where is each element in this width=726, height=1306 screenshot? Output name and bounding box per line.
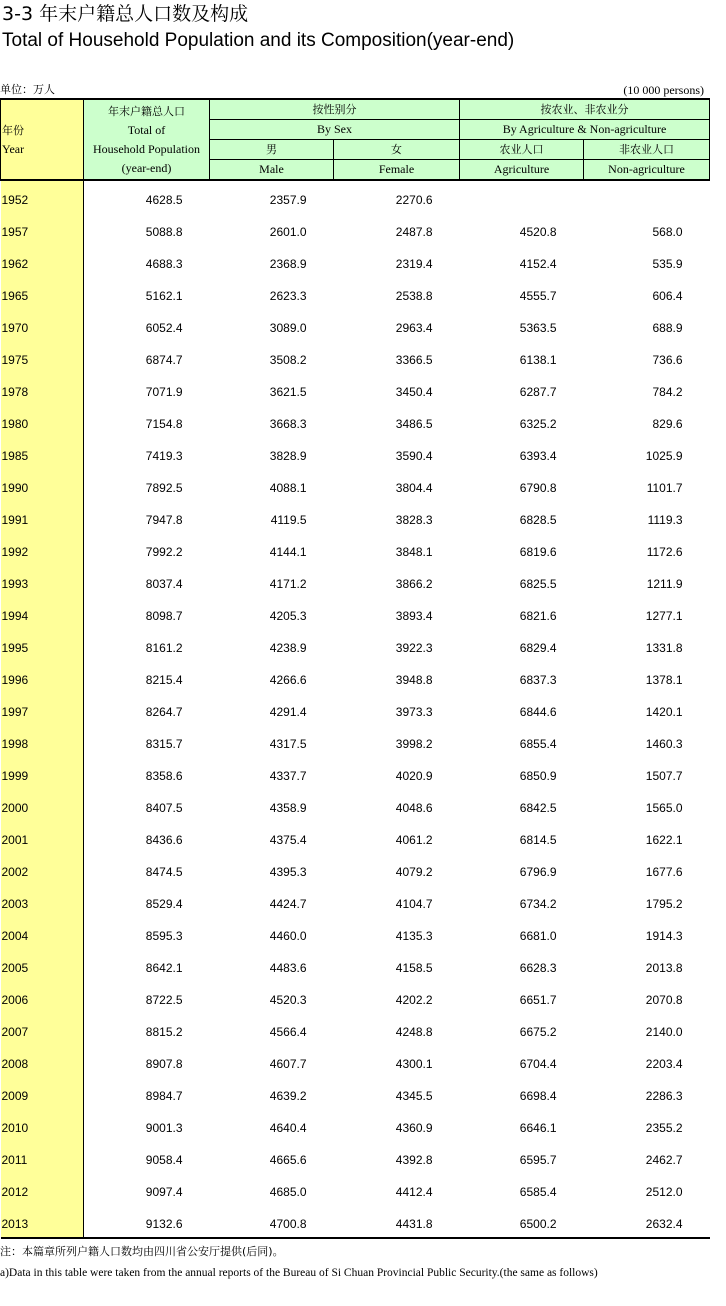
agri-cell: 6325.2 <box>519 417 557 431</box>
agri-cell: 6825.5 <box>519 577 557 591</box>
female-cell: 3486.5 <box>395 417 433 431</box>
total-cell: 9097.4 <box>145 1185 183 1199</box>
table-body <box>1 180 710 1238</box>
female-cell: 2963.4 <box>395 321 433 335</box>
total-cell: 7154.8 <box>145 417 183 431</box>
nonagri-cell: 1025.9 <box>645 449 683 463</box>
footnote-en: a)Data in this table were taken from the annual reports of the Bureau of Si Chuan Provincial Public Security.(the same as follows) <box>0 1267 598 1279</box>
female-cell: 4202.2 <box>395 993 433 1007</box>
total-cell: 8215.4 <box>145 673 183 687</box>
agri-cell: 4520.8 <box>519 225 557 239</box>
male-cell: 4358.9 <box>269 801 307 815</box>
nonagri-cell: 1211.9 <box>646 577 683 591</box>
agri-cell: 6500.2 <box>460 1205 584 1238</box>
table-row <box>1 725 710 757</box>
agri-header-cn-cell <box>460 140 584 160</box>
year-cell: 2000 <box>1 789 84 821</box>
year-cell: 1991 <box>1 501 84 533</box>
table-row <box>1 437 710 469</box>
year-cell: 2007 <box>1 1013 84 1045</box>
total-header-en1: Total of <box>127 122 166 137</box>
total-cell: 8815.2 <box>145 1025 183 1039</box>
agri-cell: 6734.2 <box>519 897 557 911</box>
female-cell: 2270.6 <box>395 193 433 207</box>
total-header-en2: Household Population <box>93 141 200 156</box>
nonagri-cell: 2203.4 <box>645 1057 683 1071</box>
male-cell: 2623.3 <box>269 289 307 303</box>
table-row <box>1 1141 710 1173</box>
male-cell: 4665.6 <box>269 1153 307 1167</box>
female-cell: 4345.5 <box>395 1089 433 1103</box>
agri-cell: 6651.7 <box>519 993 557 1007</box>
total-cell: 7992.2 <box>145 545 183 559</box>
table-row <box>1 949 710 981</box>
total-cell: 7947.8 <box>145 513 183 527</box>
female-cell: 4061.2 <box>395 833 433 847</box>
agri-cell: 6595.7 <box>519 1153 557 1167</box>
nonagri-cell: 1277.1 <box>645 609 683 623</box>
nonagri-header-cn: 非农业人口 <box>619 143 674 156</box>
total-cell: 8315.7 <box>145 737 183 751</box>
agri-cell: 6138.1 <box>519 353 557 367</box>
sex-group-header-cn: 按性别分 <box>312 103 357 116</box>
female-header-en-cell <box>334 160 460 181</box>
year-cell: 2004 <box>1 917 84 949</box>
male-cell: 4317.5 <box>269 737 307 751</box>
nonagri-cell: 2013.8 <box>645 961 683 975</box>
table-row <box>1 1173 710 1205</box>
year-header <box>1 99 84 180</box>
year-cell: 2009 <box>1 1077 84 1109</box>
year-header-cn: 年份 <box>2 123 24 137</box>
nonagri-cell: 2070.8 <box>645 993 683 1007</box>
female-cell: 4020.9 <box>395 769 433 783</box>
year-cell: 2003 <box>1 885 84 917</box>
female-header-cn-cell <box>334 140 460 160</box>
nonagri-cell: 1378.1 <box>645 673 683 687</box>
year-cell: 1997 <box>1 693 84 725</box>
male-cell: 4205.3 <box>269 609 307 623</box>
agri-cell: 6821.6 <box>519 609 557 623</box>
agri-cell: 6828.5 <box>519 513 557 527</box>
male-cell: 3508.2 <box>269 353 307 367</box>
agri-cell: 6287.7 <box>519 385 557 399</box>
table-row <box>1 533 710 565</box>
nonagri-cell: 1795.2 <box>645 897 683 911</box>
female-cell: 4300.1 <box>395 1057 433 1071</box>
agri-cell: 5363.5 <box>519 321 557 335</box>
female-cell: 4135.3 <box>395 929 433 943</box>
female-header-en: Female <box>378 162 415 176</box>
year-cell: 1996 <box>1 661 84 693</box>
total-cell: 8436.6 <box>145 833 183 847</box>
male-cell: 4171.2 <box>269 577 307 591</box>
male-cell: 4119.5 <box>270 513 307 527</box>
nonagri-cell: 606.4 <box>652 289 683 303</box>
year-cell: 2002 <box>1 853 84 885</box>
agri-cell: 6675.2 <box>519 1025 557 1039</box>
table-row <box>1 629 710 661</box>
total-cell: 7071.9 <box>145 385 183 399</box>
female-cell: 3450.4 <box>395 385 433 399</box>
total-cell: 7419.3 <box>145 449 183 463</box>
table-row <box>1 1109 710 1141</box>
total-cell: 8984.7 <box>145 1089 183 1103</box>
male-cell: 2368.9 <box>269 257 307 271</box>
female-cell: 2538.8 <box>395 289 433 303</box>
male-cell: 4238.9 <box>269 641 307 655</box>
nonagri-cell: 2632.4 <box>584 1205 710 1238</box>
total-cell: 7892.5 <box>145 481 183 495</box>
agri-cell: 6796.9 <box>519 865 557 879</box>
male-cell: 4395.3 <box>269 865 307 879</box>
year-cell: 2012 <box>1 1173 84 1205</box>
male-cell: 3668.3 <box>269 417 307 431</box>
total-cell: 8474.5 <box>145 865 183 879</box>
male-cell: 3828.9 <box>269 449 307 463</box>
agri-cell: 6842.5 <box>519 801 557 815</box>
male-cell: 4291.4 <box>269 705 307 719</box>
female-cell: 3590.4 <box>395 449 433 463</box>
page-title-cn: 3-3 年末户籍总人口数及构成 <box>2 3 249 25</box>
year-cell: 1975 <box>1 341 84 373</box>
agri-group-header-cn-cell <box>460 99 710 120</box>
nonagri-cell: 1914.3 <box>645 929 683 943</box>
male-header-cn-cell <box>210 140 334 160</box>
unit-label-en: (10 000 persons) <box>623 83 704 97</box>
nonagri-cell: 688.9 <box>652 321 683 335</box>
female-cell: 2319.4 <box>395 257 433 271</box>
total-header <box>84 99 210 180</box>
agri-cell: 6646.1 <box>519 1121 557 1135</box>
agri-cell: 6393.4 <box>519 449 557 463</box>
year-cell: 2011 <box>1 1141 84 1173</box>
nonagri-header-en-cell <box>584 160 710 181</box>
agri-cell: 6855.4 <box>519 737 557 751</box>
year-cell: 2001 <box>1 821 84 853</box>
agri-cell: 6790.8 <box>519 481 557 495</box>
total-cell: 8907.8 <box>145 1057 183 1071</box>
agri-group-header-cn: 按农业、非农业分 <box>540 103 629 116</box>
nonagri-cell: 829.6 <box>652 417 683 431</box>
year-cell: 2010 <box>1 1109 84 1141</box>
year-cell: 2006 <box>1 981 84 1013</box>
total-cell: 9132.6 <box>84 1205 210 1238</box>
table-row <box>1 341 710 373</box>
total-cell: 8529.4 <box>145 897 183 911</box>
unit-label-cn: 单位：万人 <box>0 83 55 96</box>
female-cell: 3366.5 <box>395 353 433 367</box>
year-cell: 2013 <box>1 1205 84 1238</box>
year-header-en: Year <box>2 141 25 156</box>
year-cell: 1990 <box>1 469 84 501</box>
male-cell: 2601.0 <box>269 225 307 239</box>
male-cell: 4460.0 <box>269 929 307 943</box>
total-cell: 8407.5 <box>145 801 183 815</box>
agri-cell: 6628.3 <box>519 961 557 975</box>
total-header-cn: 年末户籍总人口 <box>108 104 185 118</box>
female-cell: 4048.6 <box>395 801 433 815</box>
table-row <box>1 180 710 213</box>
nonagri-cell: 568.0 <box>652 225 683 239</box>
female-header-cn: 女 <box>391 143 402 156</box>
male-cell: 4424.7 <box>269 897 307 911</box>
nonagri-header-cn-cell <box>584 140 710 160</box>
total-cell: 4628.5 <box>145 193 183 207</box>
year-cell: 1965 <box>1 277 84 309</box>
total-cell: 8098.7 <box>145 609 183 623</box>
year-cell: 1992 <box>1 533 84 565</box>
table-row <box>1 981 710 1013</box>
table-row <box>1 373 710 405</box>
footnote-cn: 注：本篇章所列户籍人口数均由四川省公安厅提供(后同)。 <box>0 1245 284 1258</box>
nonagri-cell: 535.9 <box>652 257 683 271</box>
nonagri-cell: 736.6 <box>652 353 683 367</box>
female-cell: 3922.3 <box>395 641 433 655</box>
male-cell: 3621.5 <box>269 385 307 399</box>
male-cell: 4520.3 <box>269 993 307 1007</box>
female-cell: 4104.7 <box>395 897 433 911</box>
male-cell: 4685.0 <box>269 1185 307 1199</box>
total-cell: 8037.4 <box>145 577 183 591</box>
male-cell: 4375.4 <box>269 833 307 847</box>
total-cell: 6874.7 <box>145 353 183 367</box>
female-cell: 4079.2 <box>395 865 433 879</box>
male-cell: 4639.2 <box>269 1089 307 1103</box>
nonagri-cell: 1420.1 <box>645 705 683 719</box>
table-row <box>1 757 710 789</box>
table-row <box>1 821 710 853</box>
year-cell: 1970 <box>1 309 84 341</box>
male-header-en: Male <box>259 162 284 176</box>
table-row <box>1 885 710 917</box>
nonagri-cell: 1460.3 <box>645 737 683 751</box>
total-cell: 5162.1 <box>145 289 183 303</box>
female-cell: 3998.2 <box>395 737 433 751</box>
agri-group-header-en: By Agriculture & Non-agriculture <box>502 122 667 136</box>
female-cell: 4412.4 <box>395 1185 433 1199</box>
agri-cell: 6844.6 <box>519 705 557 719</box>
year-cell: 2008 <box>1 1045 84 1077</box>
female-cell: 3893.4 <box>395 609 433 623</box>
year-cell: 2005 <box>1 949 84 981</box>
nonagri-cell <box>584 180 710 213</box>
agri-cell: 6829.4 <box>519 641 557 655</box>
male-cell: 2357.9 <box>269 193 307 207</box>
male-cell: 4266.6 <box>269 673 307 687</box>
table-row <box>1 469 710 501</box>
agri-cell: 6698.4 <box>519 1089 557 1103</box>
female-cell: 3848.1 <box>395 545 433 559</box>
agri-cell: 6681.0 <box>519 929 557 943</box>
total-cell: 8264.7 <box>145 705 183 719</box>
agri-header-en: Agriculture <box>493 162 550 176</box>
male-cell: 4640.4 <box>269 1121 307 1135</box>
total-cell: 8722.5 <box>145 993 183 1007</box>
nonagri-cell: 1101.7 <box>646 481 683 495</box>
agri-cell: 6850.9 <box>519 769 557 783</box>
table-row <box>1 1045 710 1077</box>
nonagri-cell: 1172.6 <box>646 545 683 559</box>
female-cell: 3828.3 <box>395 513 433 527</box>
sex-group-header-en: By Sex <box>316 122 352 136</box>
agri-cell: 6814.5 <box>519 833 557 847</box>
year-cell: 1962 <box>1 245 84 277</box>
agri-header-cn: 农业人口 <box>499 143 544 156</box>
nonagri-cell: 1507.7 <box>645 769 683 783</box>
nonagri-cell: 1565.0 <box>645 801 683 815</box>
male-cell: 3089.0 <box>269 321 307 335</box>
female-cell: 4360.9 <box>395 1121 433 1135</box>
table-row <box>1 405 710 437</box>
table-row <box>1 917 710 949</box>
table-row <box>1 213 710 245</box>
female-cell: 4392.8 <box>395 1153 433 1167</box>
female-cell: 3804.4 <box>395 481 433 495</box>
nonagri-cell: 2512.0 <box>645 1185 683 1199</box>
table-row <box>1 565 710 597</box>
total-header-en3: (year-end) <box>121 160 172 175</box>
table-row <box>1 597 710 629</box>
table-row <box>1 853 710 885</box>
year-cell: 1998 <box>1 725 84 757</box>
agri-cell: 6837.3 <box>519 673 557 687</box>
table-row <box>1 1205 710 1238</box>
agri-cell: 4555.7 <box>519 289 557 303</box>
total-cell: 4688.3 <box>145 257 183 271</box>
agri-group-header-en-cell <box>460 120 710 140</box>
total-cell: 8358.6 <box>145 769 183 783</box>
table-row <box>1 1077 710 1109</box>
nonagri-cell: 1119.3 <box>647 513 683 527</box>
nonagri-cell: 2286.3 <box>645 1089 683 1103</box>
table-header <box>1 99 710 180</box>
page-title-en: Total of Household Population and its Composition(year-end) <box>2 30 515 51</box>
agri-header-en-cell <box>460 160 584 181</box>
male-header-en-cell <box>210 160 334 181</box>
nonagri-cell: 1331.8 <box>645 641 683 655</box>
nonagri-cell: 2462.7 <box>645 1153 683 1167</box>
total-cell: 9001.3 <box>145 1121 183 1135</box>
total-cell: 8161.2 <box>145 641 183 655</box>
table-row <box>1 245 710 277</box>
nonagri-cell: 1622.1 <box>645 833 683 847</box>
female-cell: 4431.8 <box>334 1205 460 1238</box>
female-cell: 3948.8 <box>395 673 433 687</box>
year-cell: 1995 <box>1 629 84 661</box>
total-cell: 5088.8 <box>145 225 183 239</box>
female-cell: 4158.5 <box>395 961 433 975</box>
total-cell: 8595.3 <box>145 929 183 943</box>
year-cell: 1978 <box>1 373 84 405</box>
male-header-cn: 男 <box>266 143 277 156</box>
agri-cell: 4152.4 <box>519 257 557 271</box>
year-cell: 1980 <box>1 405 84 437</box>
table-row <box>1 1013 710 1045</box>
male-cell: 4607.7 <box>269 1057 307 1071</box>
female-cell: 3866.2 <box>395 577 433 591</box>
male-cell: 4144.1 <box>269 545 307 559</box>
male-cell: 4483.6 <box>269 961 307 975</box>
sex-group-header-cn-cell <box>210 99 460 120</box>
female-cell: 3973.3 <box>395 705 433 719</box>
nonagri-cell: 2355.2 <box>645 1121 683 1135</box>
nonagri-cell: 2140.0 <box>645 1025 683 1039</box>
year-cell: 1993 <box>1 565 84 597</box>
agri-cell: 6704.4 <box>519 1057 557 1071</box>
table-row <box>1 309 710 341</box>
nonagri-header-en: Non-agriculture <box>608 162 685 176</box>
table-row <box>1 501 710 533</box>
table-row <box>1 693 710 725</box>
male-cell: 4337.7 <box>269 769 307 783</box>
table-row <box>1 277 710 309</box>
agri-cell <box>460 180 584 213</box>
agri-cell: 6585.4 <box>519 1185 557 1199</box>
year-cell: 1957 <box>1 213 84 245</box>
table-row <box>1 661 710 693</box>
male-cell: 4700.8 <box>210 1205 334 1238</box>
year-cell: 1994 <box>1 597 84 629</box>
male-cell: 4566.4 <box>269 1025 307 1039</box>
male-cell: 4088.1 <box>269 481 307 495</box>
agri-cell: 6819.6 <box>519 545 557 559</box>
nonagri-cell: 1677.6 <box>645 865 683 879</box>
total-cell: 6052.4 <box>145 321 183 335</box>
female-cell: 4248.8 <box>395 1025 433 1039</box>
table-row <box>1 789 710 821</box>
nonagri-cell: 784.2 <box>652 385 683 399</box>
year-cell: 1985 <box>1 437 84 469</box>
population-table <box>0 98 710 1239</box>
year-cell: 1952 <box>1 180 84 213</box>
year-cell: 1999 <box>1 757 84 789</box>
total-cell: 9058.4 <box>145 1153 183 1167</box>
female-cell: 2487.8 <box>395 225 433 239</box>
sex-group-header-en-cell <box>210 120 460 140</box>
total-cell: 8642.1 <box>145 961 183 975</box>
